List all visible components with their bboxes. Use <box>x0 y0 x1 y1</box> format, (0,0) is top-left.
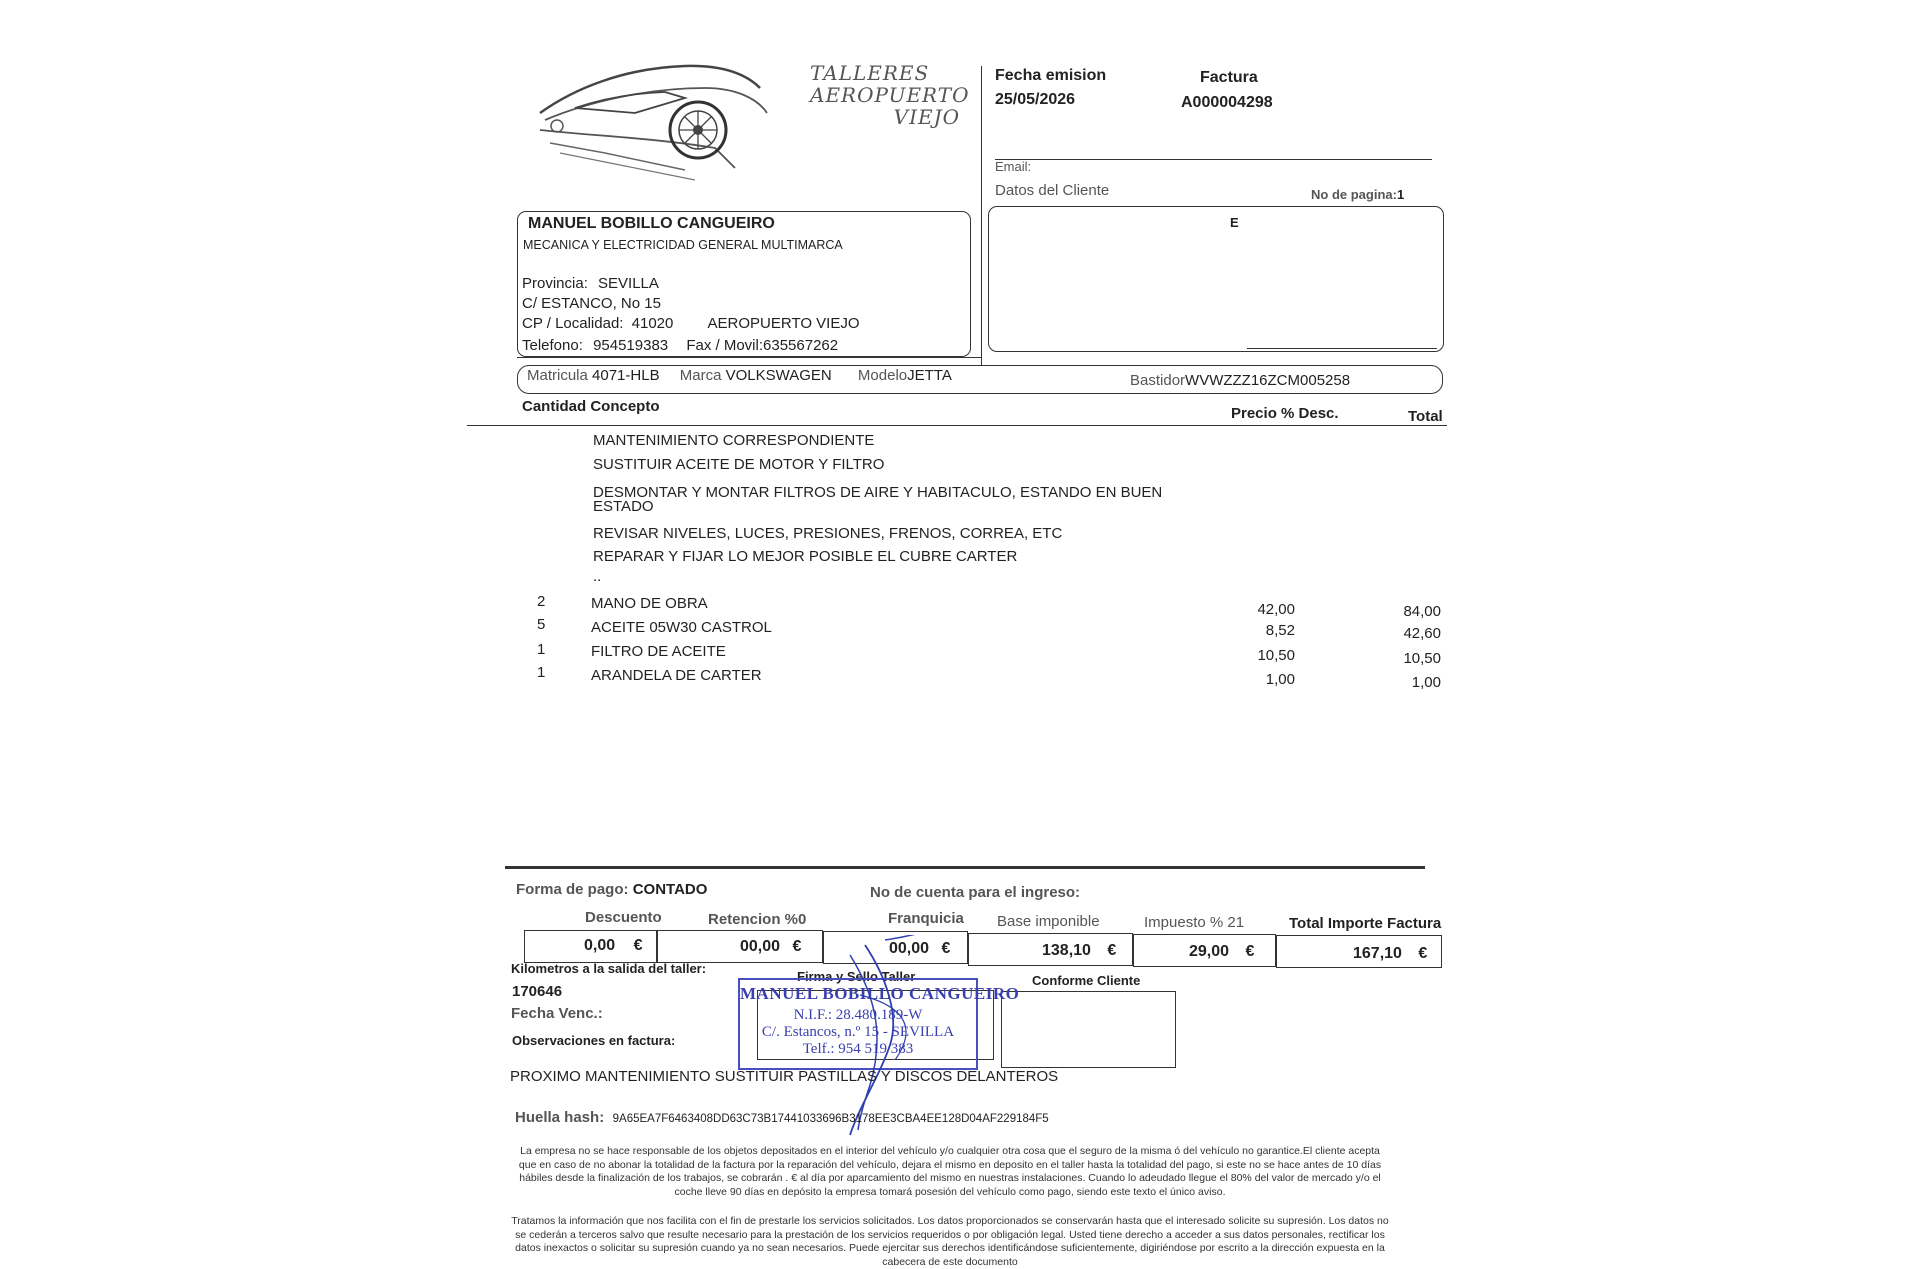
km-label: Kilometros a la salida del taller: <box>511 961 707 976</box>
total-value <box>1353 945 1427 963</box>
item-total: 42,60 <box>1403 625 1441 642</box>
datos-cliente-label: Datos del Cliente <box>995 182 1110 199</box>
cp-line <box>522 315 860 332</box>
retencion-amount: 00,00 <box>740 938 781 955</box>
matricula-label: Matricula <box>527 367 588 384</box>
forma-pago-value: CONTADO <box>632 881 708 898</box>
modelo-value: JETTA <box>907 367 952 384</box>
pagina-number: 1 <box>1396 187 1405 202</box>
retencion-currency: € <box>792 938 802 955</box>
concept-line: .. <box>593 568 602 585</box>
email-label: Email: <box>995 159 1032 174</box>
item-total: 84,00 <box>1403 603 1441 620</box>
item-total: 1,00 <box>1411 674 1441 691</box>
item-desc: MANO DE OBRA <box>591 595 708 612</box>
brand-line-1: TALLERES <box>810 61 930 85</box>
descuento-label: Descuento <box>585 909 662 926</box>
col-cantidad-concepto: Cantidad Concepto <box>522 398 660 415</box>
impuesto-value <box>1189 943 1254 961</box>
total-amount: 167,10 <box>1353 945 1402 962</box>
cp-value: 41020 <box>631 315 674 332</box>
brand-name <box>810 61 970 129</box>
telefono-value: 954519383 <box>593 337 669 354</box>
telefono-label: Telefono: <box>522 337 583 354</box>
firma-label: Firma y Sello Taller <box>797 969 916 984</box>
concept-line: DESMONTAR Y MONTAR FILTROS DE AIRE Y HABITACULO, ESTANDO EN BUEN <box>593 484 1163 501</box>
hash-value: 9A65EA7F6463408DD63C73B17441033696B3178EE3CBA4EE128D04AF229184F5 <box>612 1113 1049 1125</box>
concept-line: ESTADO <box>593 498 654 515</box>
client-box <box>988 206 1444 352</box>
brand-line-3: VIEJO <box>893 105 960 129</box>
item-qty: 1 <box>537 641 546 658</box>
descuento-currency: € <box>633 937 643 954</box>
impuesto-label: Impuesto % 21 <box>1144 914 1245 931</box>
item-price: 8,52 <box>1265 622 1295 639</box>
stamp-line-1: MANUEL BOBILLO CANGUEIRO <box>740 984 1020 1003</box>
provincia-value: SEVILLA <box>598 275 659 292</box>
provincia-line <box>522 275 659 292</box>
fecha-value: 25/05/2026 <box>995 91 1076 108</box>
pagina-label-text: No de pagina: <box>1311 187 1397 202</box>
base-currency: € <box>1107 942 1117 959</box>
factura-number: A000004298 <box>1181 94 1273 111</box>
concept-line: MANTENIMIENTO CORRESPONDIENTE <box>593 432 875 449</box>
bastidor-value: WVWZZZ16ZCM005258 <box>1185 372 1351 389</box>
vehicle-left <box>527 367 952 384</box>
issuer-name: MANUEL BOBILLO CANGUEIRO <box>528 215 775 232</box>
stamp-line-3: C/. Estancos, n.º 15 - SEVILLA <box>761 1024 955 1040</box>
cliente-letter: E <box>1230 215 1239 230</box>
issuer-address: C/ ESTANCO, No 15 <box>522 295 661 312</box>
cp-label: CP / Localidad: <box>522 315 624 332</box>
fax-label: Fax / Movil: <box>686 337 764 354</box>
franquicia-amount: 00,00 <box>889 940 930 957</box>
base-amount: 138,10 <box>1042 942 1091 959</box>
observaciones-label: Observaciones en factura: <box>512 1033 676 1048</box>
brand-line-2: AEROPUERTO <box>810 83 970 107</box>
impuesto-amount: 29,00 <box>1189 943 1230 960</box>
concept-line: REPARAR Y FIJAR LO MEJOR POSIBLE EL CUBRE CARTER <box>593 548 1018 565</box>
franquicia-currency: € <box>941 940 951 957</box>
item-price: 1,00 <box>1265 671 1295 688</box>
factura-label: Factura <box>1200 69 1258 86</box>
issuer-activity: MECANICA Y ELECTRICIDAD GENERAL MULTIMARCA <box>523 238 843 252</box>
base-label: Base imponible <box>997 913 1100 930</box>
provincia-label: Provincia: <box>522 275 588 292</box>
hash-label: Huella hash: <box>515 1109 605 1126</box>
forma-pago-label: Forma de pago: <box>516 881 629 898</box>
stamp-line-4: Telf.: 954 519 383 <box>802 1041 914 1057</box>
marca-label: Marca <box>679 367 722 384</box>
cuenta-label: No de cuenta para el ingreso: <box>870 884 1081 901</box>
privacy-notice: Tratamos la información que nos facilita con el fin de prestarle los servicios solicitados. Los datos proporcionados se conservarán hasta que el interesado solicite su supresión. Los datos no se cederán a terceros salvo que resulte necesario para la prestación de los servicios requeridos o por obligación legal. Usted tiene derecho a acceder a sus datos personales, rectificar los datos inexactos o solicitar su supresión cuando ya no sean necesarios. Puede ejercitar sus derechos identificándose suficientemente, digiriéndose por escrito a la dirección expuesta en la cabecera de este documento <box>511 1215 1389 1268</box>
marca-value: VOLKSWAGEN <box>725 367 832 384</box>
observacion-text: PROXIMO MANTENIMIENTO SUSTITUIR PASTILLAS Y DISCOS DELANTEROS <box>510 1068 1059 1085</box>
fax-value: 635567262 <box>763 337 839 354</box>
concept-line: SUSTITUIR ACEITE DE MOTOR Y FILTRO <box>593 456 885 473</box>
legal-disclaimer: La empresa no se hace responsable de los objetos depositados en el interior del vehículo y/o cualquier otra cosa que el seguro de la misma ó del vehículo no garantice.El cliente acepta que en caso de no abonar la totalidad de la factura por la reparación del vehículo, dejara el mismo en deposito en el taller hasta la totalidad del pago, si este no se hace antes de 10 días hábiles desde la finalización de los trabajos, se cobrarán . € al día por aparcamiento del mismo en nuestras instalaciones. Cuando lo adeudado llegue el 80% del valor de mercado y/o el coche lleve 90 días en depósito la empresa tomará posesión del vehículo como pago, siendo este texto el único aviso. <box>518 1145 1382 1198</box>
item-desc: ACEITE 05W30 CASTROL <box>591 619 772 636</box>
forma-pago-line <box>516 881 707 898</box>
retencion-label: Retencion %0 <box>708 911 807 928</box>
fecha-label: Fecha emision <box>995 67 1107 84</box>
item-desc: ARANDELA DE CARTER <box>591 667 762 684</box>
item-qty: 1 <box>537 664 546 681</box>
bastidor-label: Bastidor <box>1130 372 1186 389</box>
telefono-line <box>522 337 838 354</box>
conforme-label: Conforme Cliente <box>1032 973 1141 988</box>
col-total: Total <box>1408 408 1443 425</box>
item-desc: FILTRO DE ACEITE <box>591 643 726 660</box>
item-price: 10,50 <box>1257 647 1295 664</box>
item-price: 42,00 <box>1257 601 1295 618</box>
total-importe-label: Total Importe Factura <box>1289 915 1442 932</box>
modelo-label: Modelo <box>857 367 908 384</box>
hash-line <box>515 1109 1049 1127</box>
base-value <box>1042 942 1116 960</box>
impuesto-currency: € <box>1245 943 1255 960</box>
item-qty: 2 <box>537 593 546 610</box>
descuento-value <box>584 937 643 955</box>
bastidor-line <box>1130 372 1350 389</box>
matricula-value: 4071-HLB <box>592 367 660 384</box>
item-total: 10,50 <box>1403 650 1441 667</box>
stamp-line-2: N.I.F.: 28.480.189-W <box>793 1007 923 1023</box>
total-currency: € <box>1418 945 1428 962</box>
item-qty: 5 <box>537 616 546 633</box>
localidad-value: AEROPUERTO VIEJO <box>707 315 860 332</box>
km-value: 170646 <box>512 983 563 1000</box>
franquicia-label: Franquicia <box>888 910 964 927</box>
fecha-venc-label: Fecha Venc.: <box>511 1005 603 1022</box>
descuento-amount: 0,00 <box>584 937 616 954</box>
pagina-label <box>1311 187 1404 202</box>
concept-line: REVISAR NIVELES, LUCES, PRESIONES, FRENOS, CORREA, ETC <box>593 525 1063 542</box>
car-logo-icon <box>535 58 775 188</box>
col-precio-desc: Precio % Desc. <box>1231 405 1339 422</box>
